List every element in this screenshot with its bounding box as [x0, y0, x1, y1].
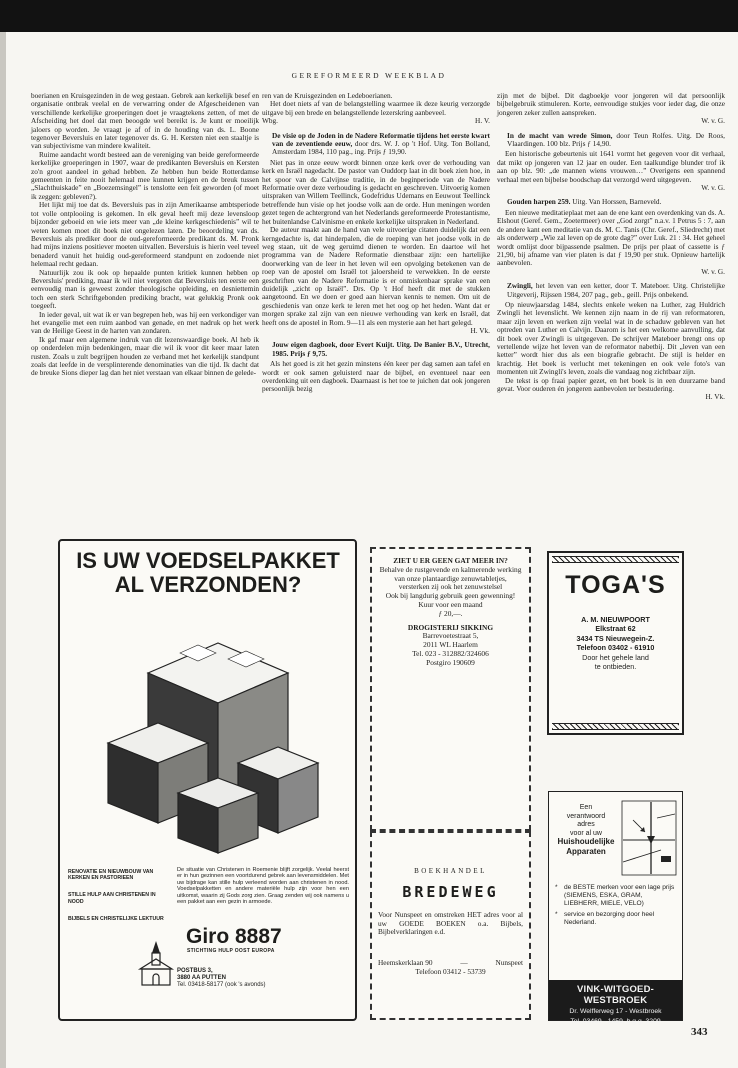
benefit-text: service en bezorging door heel Nederland. [564, 911, 655, 926]
ad-body: Kuur voor een maand [418, 599, 483, 609]
review-details: Uitg. Van Horssen, Barneveld. [570, 197, 662, 207]
ad-body: Voor Nunspeet en omstreken HET adres voor al uw GOEDE BOEKEN o.a. Bijbels, Bijbelverklaringen e.d. [378, 910, 523, 937]
intro-line: Apparaten [566, 846, 606, 856]
ad-title [74, 549, 342, 597]
review-heading [507, 198, 725, 206]
signature-line [262, 117, 490, 125]
signature: W. v. G. [701, 116, 725, 126]
dash: — [460, 958, 468, 967]
ad-address [378, 959, 523, 976]
ad-bookshop-bredeweg [370, 831, 531, 1020]
decorative-border [552, 723, 679, 730]
ad-body [549, 615, 682, 671]
ad-body: Ook bij langdurig gebruik geen gewenning! [385, 591, 516, 601]
paragraph: Een historische gebeurtenis uit 1641 vormt het gegeven voor dit verhaal, dat mikt op jongeren van 12 jaar en ouder. Een taalkundige blunder trof ik aan op blz. 90: „de mannen wiens vrouwen…” Overigens een spannend verhaal met een bijbelse boodschap dat verzorgd werd uitgegeven. [497, 149, 725, 184]
phone: Telefoon 03402 - 61910 [576, 643, 655, 653]
review-title: Zwingli, [507, 281, 533, 291]
scan-top-edge [0, 0, 738, 32]
paragraph: zijn met de bijbel. Dit dagboekje voor jongeren wil dat persoonlijk bijbelgebruik stimuleren. Korte, eenvoudige stukjes voor ieder dag, die onze jongeren zeker zullen aanspreken. [497, 91, 725, 117]
phone: Tel. 023 - 312882/324606 [412, 648, 489, 658]
paragraph: Als het goed is zit het gezin minstens één keer per dag samen aan tafel en wordt er ook samen geluisterd naar de bijbel, en eventueel naar een overdenking uit een dagboek. Daarnaast is het toe te juichen dat ook jongeren persoonlijk bezig [262, 359, 490, 394]
ad-service-list [68, 869, 171, 933]
review-title: In de macht van wrede Simon, [507, 130, 613, 140]
city: 3434 TS Nieuwegein-Z. [576, 633, 655, 643]
ad-togas [547, 551, 684, 735]
ad-title-line: IS UW VOEDSELPAKKET [76, 548, 340, 573]
paragraph: In ieder geval, uit wat ik er van begrepen heb, was hij een verkondiger van het evangelie met een ruim aanbod van genade, en met nadruk op het werk van de Heilige Geest in de harten van zondaren. [31, 309, 259, 336]
paragraph: boerianen en Kruisgezinden in de weg gestaan. Gebrek aan kerkelijk besef en organisatie ontbrak veelal en de verwarring onder de Afgescheidenen van verschillende kerkelijke groeperingen doet je vraagtekens zetten, of met de Afscheiding het doel dat men beoogde wel bereikt is. Je kunt er moeilijk jaloers op worden. Je vraagt je af of in de houding van ds. L. Boone tegenover Beversluis en later tegenover ds. G. H. Kersten niet een staaltje is van subjectivisme van mindere kwaliteit. [31, 91, 259, 151]
bullet-icon: * [555, 884, 558, 891]
ad-body: De situatie van Christenen in Roemenie blijft zorgelijk. Veelal heerst er in hun gezinnen een voortdurend gebrek aan levensmiddelen. Met uw bijdrage kan stille hulp verleend worden aan christenen in nood. Voedselpakketten en andere materiële hulp zijn voor hen een uitkomst, waarin zij Gods zorg zien. Graag zenden wij ook namens u een pakket aan een gezin in armoede. [177, 867, 349, 906]
paragraph: De auteur maakt aan de hand van vele uitvoerige citaten duidelijk dat een kerngedachte is, dat hinderpalen, die de roeping van het joodse volk in de weg staan, uit de weg geruimd dienen te worden. En daartoe wil het programma van de Nadere Reformatie dienstbaar zijn: een hartelijke doorwerking van de leer in het leven wil een opvolging betekenen van de roep van de apostel om Israël tot jaloersheid te verwekken. In de eerste geschriften van de Nadere Reformatie is er onmiskenbaar sprake van een duidelijk „zicht op Israël”. Drs. Op 't Hof heeft dit met de stukken aangetoond. En we doen er goed aan hiervan kennis te nemen. Om uit de geschiedenis van onze kerk te leren met het oog op het heden. Want dat er morgen sprake zal zijn van een nieuwe verhouding van kerk en Israël, dat heeft ons de apostel in Rom. 9—11 als een mysterie aan het hart gelegd. [262, 225, 490, 327]
shop-name: VINK-WITGOED-WESTBROEK [576, 984, 654, 1006]
street: Elkstraat 62 [595, 624, 636, 634]
firm-name: A. M. NIEUWPOORT [581, 615, 650, 624]
column-3 [497, 92, 725, 517]
street: Dr. Welfferweg 17 - Westbroek [569, 1008, 662, 1015]
paragraph: Een nieuwe meditatieplaat met aan de ene kant een overdenking van ds. A. Elshout (Geref. Gem., Zoetermeer) over „God zorgt” n.a.v. 1 Petrus 5 : 7, aan de andere kant een meditatie van ds. M. C. Tanis (Chr. Geref., Sliedrecht) met als onderwerp „Wie zal leven op de grote dag?” over Luk. 21 : 34. Het geheel wordt omlijst door bijpassende psalmen. De prijs per plaat of cassette is ƒ 21,90, bij afname van vier platen is dat ƒ 19,90 per stuk. Opnieuw hartelijk aanbevolen. [497, 207, 725, 268]
paragraph: De tekst is op fraai papier gezet, en het boek is in een duurzame band gevat. Voor ouderen én jongeren aanbevolen ter bestudering. [497, 375, 725, 393]
parcel-boxes-illustration [88, 613, 328, 863]
shop-name: TOGA'S [565, 571, 666, 599]
intro-line: Een [579, 804, 593, 811]
signature: W. v. G. [701, 183, 725, 193]
postal-city: 3880 AA PUTTEN [177, 975, 226, 981]
intro-line: Huishoudelijke [557, 837, 615, 847]
paragraph: Niet pas in onze eeuw wordt binnen onze kerk over de verhouding van kerk en Israël nagedacht. De pastor van Ouddorp laat in dit boek zien hoe, in het spoor van de Calvijnse traditie, in de beginperiode van de Nadere Reformatie over deze verhouding is gedacht en geschreven. Uitvoerig komen uitspraken van Willem Teellinck, Godefridus Udemans en Eeuwout Teellinck betreffende hun visie op het joodse volk aan de orde. Hun meningen worden gezet tegen de achtergrond van het Nederlands gereformeerde Protestantisme, het buitenlandse Calvinisme en enkele kerkelijke uitspraken in Nederland. [262, 157, 490, 226]
giro-number: Giro 8887 [186, 925, 282, 948]
review-heading [507, 282, 725, 299]
column-2 [262, 92, 490, 528]
scan-left-gutter [0, 32, 6, 1068]
signature: W. v. G. [701, 266, 725, 276]
service-item: STILLE HULP AAN CHRISTENEN IN NOOD [68, 892, 156, 905]
shop-banner [549, 980, 682, 1025]
signature: H. Vk. [705, 392, 725, 402]
city: Nunspeet [495, 958, 523, 967]
phone: Tel. 03469 - 1459, b.g.g. 3209 [570, 1018, 661, 1025]
ad-intro [555, 804, 617, 858]
signature: H. Vk. [470, 325, 490, 335]
intro-line: voor al uw [570, 829, 602, 837]
phone: Tel. 03418-58177 (ook 's avonds) [177, 982, 266, 988]
review-details: door Evert Kuijt. Uitg. De Banier B.V., Utrecht, 1985. Prijs ƒ 9,75. [272, 340, 491, 358]
ad-headline: ZIET U ER GEEN GAT MEER IN? [393, 556, 508, 565]
shop-name: DROGISTERIJ SIKKING [407, 622, 494, 632]
intro-line: adres [577, 821, 595, 829]
ad-drugstore-sikking [370, 547, 531, 831]
page-number: 343 [691, 1026, 708, 1038]
ad-vink-witgoed [548, 791, 683, 1025]
ad-address [177, 968, 349, 989]
paragraph: Ik gaf maar een algemene indruk van dit lezenswaardige boek. Al heb ik op onderdelen mijn bedenkingen, maar die wil ik voor dit keer maar laten rusten. Zoals u zult begrijpen houden ze verband met het kerkelijk standpunt zoals dat leefde in de versplinterende denominaties van die tijd. Ik dacht dat de breuke Sions dieper lag dan het niet verstaan van elkaar binnen de gelede- [31, 334, 259, 378]
giro-foundation: STICHTING HULP OOST EUROPA [187, 948, 275, 954]
street: Heemskerklaan 90 [378, 958, 433, 967]
paragraph: Natuurlijk zou ik ook op hepaalde punten kritiek kunnen hebben op Beversluis' prediking, maar ik wil niet vergeten dat Beversluis ten eerste een eenvoudig man is geweest zonder theologische opleiding, en desniettemin toch een sterk Schriftgebonden prediking bracht, wat gelukkig Pronk ook toegeeft. [31, 267, 259, 311]
review-heading [272, 341, 490, 358]
price: ƒ 20,—. [438, 608, 463, 618]
paragraph: ren van de Kruisgezinden en Ledeboerianen. [262, 91, 393, 100]
review-details: door Teun Rolfes. Uitg. De Roos, Vlaardingen. 100 blz. Prijs ƒ 14,90. [507, 130, 725, 149]
signature: H. V. [475, 116, 490, 126]
review-title: De visie op de Joden in de Nadere Reformatie tijdens het eerste kwart van de zeventiende eeuw, [272, 130, 490, 149]
shop-name: BREDEWEG [402, 883, 499, 901]
footer: te ontbieden. [594, 662, 637, 672]
service-item: BIJBELS EN CHRISTELIJKE LEKTUUR [68, 915, 164, 922]
intro-line: verantwoord [566, 812, 606, 820]
paragraph: Op nieuwjaarsdag 1484, slechts enkele weken na Luther, zag Huldrich Zwingli het levenslicht. We kennen zijn naam in de rij van reformatoren, maar zijn leven en werken zijn veelal wat in de schaduw gebleven van het optreden van Luther en Calvijn. Daarom is het een welkome aanvulling, dat dit boek over Zwingli is uitgegeven. De schrijver Mateboer brengt ons op vertellende wijze het leven van de reformator nabetbij. Dit „leven van een ketter” wordt hier dus als een biografie gebracht. De stijl is helder en krachtig. Het boek is verlucht met tekeningen en ook vele foto's van momenten uit Zwingli's leven, zoals die vandaag nog zichtbaar zijn. [497, 299, 725, 377]
church-icon [138, 939, 174, 987]
postgiro: Postgiro 190609 [426, 657, 475, 667]
paragraph: Ruime aandacht wordt besteed aan de vereniging van beide gereformeerde kerkelijke groeperingen in 1907, waar de predikanten Beversluis en Kersten zo'n groot aandeel in gehad hebben. Ze hebben hun beide Rotterdamse gemeenten in feite nooit helemaal mee kunnen krijgen en de breuk tussen „Slachthuiskade” en „Boezemsingel” is tenslotte een feit geworden (of moet ik zeggen: gebleven?). [31, 149, 259, 201]
review-heading [272, 132, 490, 157]
phone: Telefoon 03412 - 53739 [415, 966, 486, 976]
bullet-icon: * [555, 911, 558, 918]
service-item: RENOVATIE EN NIEUWBOUW VAN KERKEN EN PASTORIEEN [68, 869, 154, 882]
decorative-border [552, 556, 679, 563]
place: Wbg. [262, 116, 279, 126]
paragraph: Het doet niets af van de belangstelling waarmee ik deze keurig verzorgde uitgave bij een brede en belangstellende lezerskring aanbeveel. [262, 99, 490, 117]
review-title: Jouw eigen dagboek, [272, 340, 338, 350]
street: Barrevoetestraat 5, [422, 631, 479, 641]
paragraph: Het lijkt mij toe dat ds. Beversluis pas in zijn Amerikaanse ambtsperiode tot volle ontplooiing is gekomen. In elk geval heeft mij deze levensloop bijzonder geboeid en wie iets meer van „de kleine kerkgeschiedenis” wil te weten komen moet dit boek niet ongelezen laten. De beoordeling van ds. Beversluis als prediker door de oud-gereformeerde predikant ds. M. Pronk had mijns inziens positiever moeten uitvallen. Beversluis is hierin veel teveel benaderd vanuit het huidig oud-gereformeerd standpunt en zodoende niet helemaal recht gedaan. [31, 200, 259, 269]
review-heading [507, 132, 725, 149]
benefit-item [555, 911, 679, 927]
po-box: POSTBUS 3, [177, 968, 213, 974]
ad-category: BOEKHANDEL [414, 867, 487, 875]
review-details: het leven van een ketter, door T. Mateboer. Uitg. Christelijke Uitgeverij, Rijssen 1984, 207 pag., geb., geill. Prijs onbekend. [507, 281, 725, 299]
ad-content [378, 557, 523, 668]
ad-benefit-list [555, 884, 679, 930]
city: 2011 WL Haarlem [423, 640, 478, 650]
footer: Door het gehele land [582, 652, 649, 662]
ad-body: Behalve de rustgevende en kalmerende werking van onze plantaardige zenuwtabletjes, versterken zij ook het zenuwstelsel [379, 564, 522, 592]
benefit-item [555, 884, 679, 908]
location-map-icon [621, 800, 677, 876]
column-1 [31, 92, 259, 534]
benefit-text: de BESTE merken voor een lage prijs (SIEMENS, ESKA, GRAM, LIEBHERR, MIELE, VELO) [564, 884, 675, 907]
running-head: GEREFORMEERD WEEKBLAD [291, 71, 447, 80]
review-details: door drs. W. J. op 't Hof. Uitg. Ton Bolland, Amsterdam 1984, 110 pag., ing. Prijs ƒ 19,90. [272, 139, 491, 157]
review-title: Gouden harpen 259. [507, 197, 571, 207]
ad-title-line: AL VERZONDEN? [114, 572, 302, 597]
giro-block [177, 927, 322, 955]
ad-food-parcel [58, 539, 357, 1021]
